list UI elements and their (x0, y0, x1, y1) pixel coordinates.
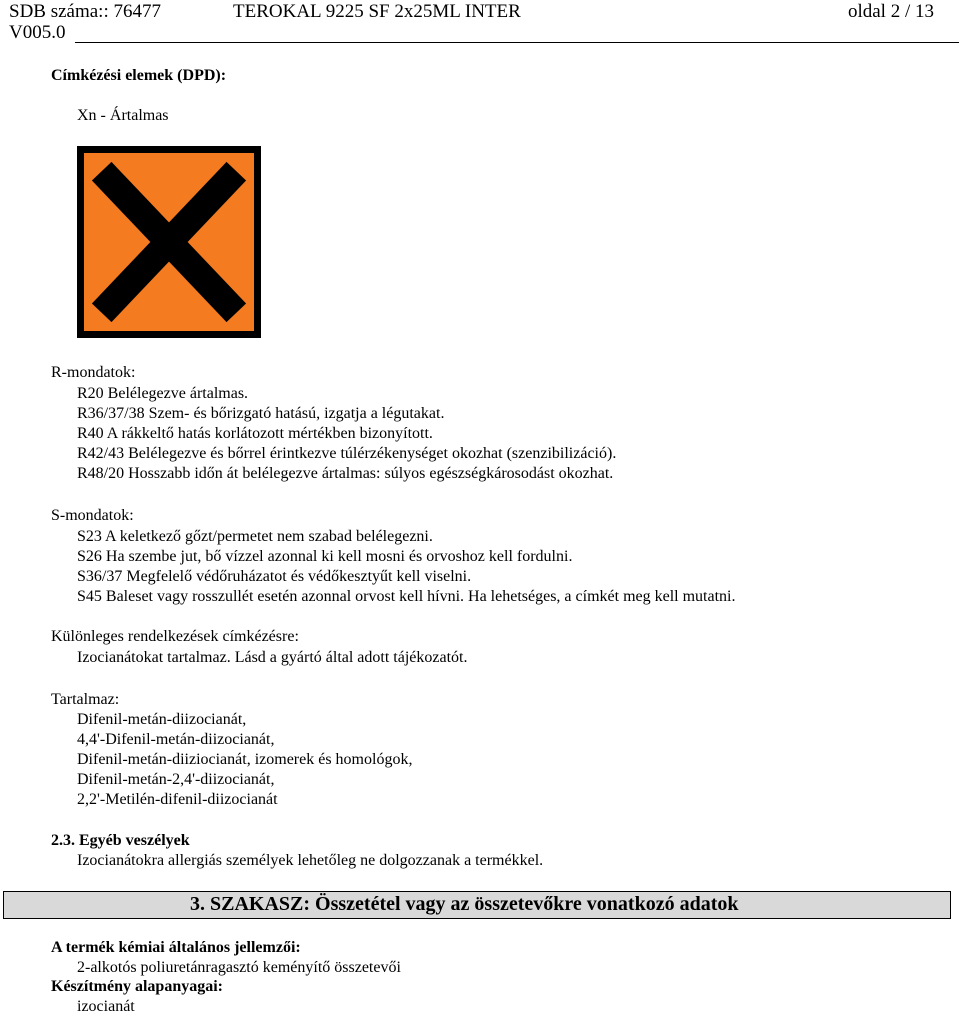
r-phrase-item: R40 A rákkeltő hatás korlátozott mértékben bizonyított. (77, 425, 433, 442)
r-phrase-item: R42/43 Belélegezve és bőrrel érintkezve túlérzékenységet okozhat (szenzibilizáció). (77, 445, 617, 462)
special-text: Izocianátokat tartalmaz. Lásd a gyártó által adott tájékozatót. (77, 649, 468, 666)
header-rule (75, 42, 959, 43)
contains-item: 2,2'-Metilén-difenil-diizocianát (77, 791, 278, 808)
general-text: 2-alkotós poliuretánragasztó keményítő összetevői (77, 959, 401, 976)
contains-item: Difenil-metán-2,4'-diizocianát, (77, 771, 275, 788)
section-3-bar (3, 891, 951, 919)
base-text: izocianát (77, 998, 135, 1015)
symbol-text: Xn - Ártalmas (77, 107, 169, 124)
contains-item: Difenil-metán-diizocianát, (77, 711, 247, 728)
product-name: TEROKAL 9225 SF 2x25ML INTER (233, 1, 521, 22)
r-phrase-item: R36/37/38 Szem- és bőrizgató hatású, izgatja a légutakat. (77, 405, 445, 422)
base-heading: Készítmény alapanyagai: (51, 978, 223, 995)
page-number: oldal 2 / 13 (847, 1, 934, 22)
s-phrase-item: S23 A keletkező gőzt/permetet nem szabad belélegezni. (77, 528, 433, 545)
s-phrase-item: S45 Baleset vagy rosszullét esetén azonnal orvost kell hívni. Ha lehetséges, a címkét meg kell mutatni. (77, 588, 736, 605)
r-phrase-item: R48/20 Hosszabb időn át belélegezve ártalmas: súlyos egészségkárosodást okozhat. (77, 465, 614, 482)
version: V005.0 (9, 22, 66, 43)
section-3-title: 3. SZAKASZ: Összetétel vagy az összetevőkre vonatkozó adatok (190, 893, 739, 915)
sdb-number: SDB száma:: 76477 (9, 1, 161, 22)
special-heading: Különleges rendelkezések címkézésre: (51, 628, 299, 645)
other-hazards-text: Izocianátokra allergiás személyek lehetőleg ne dolgozzanak a termékkel. (77, 852, 544, 869)
contains-heading: Tartalmaz: (51, 691, 120, 708)
other-hazards-heading: 2.3. Egyéb veszélyek (51, 832, 190, 849)
harmful-x-icon (77, 146, 261, 338)
contains-item: 4,4'-Difenil-metán-diizocianát, (77, 731, 275, 748)
general-heading: A termék kémiai általános jellemzői: (51, 939, 301, 956)
s-phrase-item: S36/37 Megfelelő védőruházatot és védőkesztyűt kell viselni. (77, 568, 472, 585)
contains-item: Difenil-metán-diiziocianát, izomerek és homológok, (77, 751, 413, 768)
r-phrases-heading: R-mondatok: (51, 364, 136, 381)
r-phrase-item: R20 Belélegezve ártalmas. (77, 385, 249, 402)
s-phrases-heading: S-mondatok: (51, 507, 134, 524)
labeling-heading: Címkézési elemek (DPD): (51, 67, 227, 84)
page-header (0, 0, 960, 44)
s-phrase-item: S26 Ha szembe jut, bő vízzel azonnal ki kell mosni és orvoshoz kell fordulni. (77, 548, 573, 565)
